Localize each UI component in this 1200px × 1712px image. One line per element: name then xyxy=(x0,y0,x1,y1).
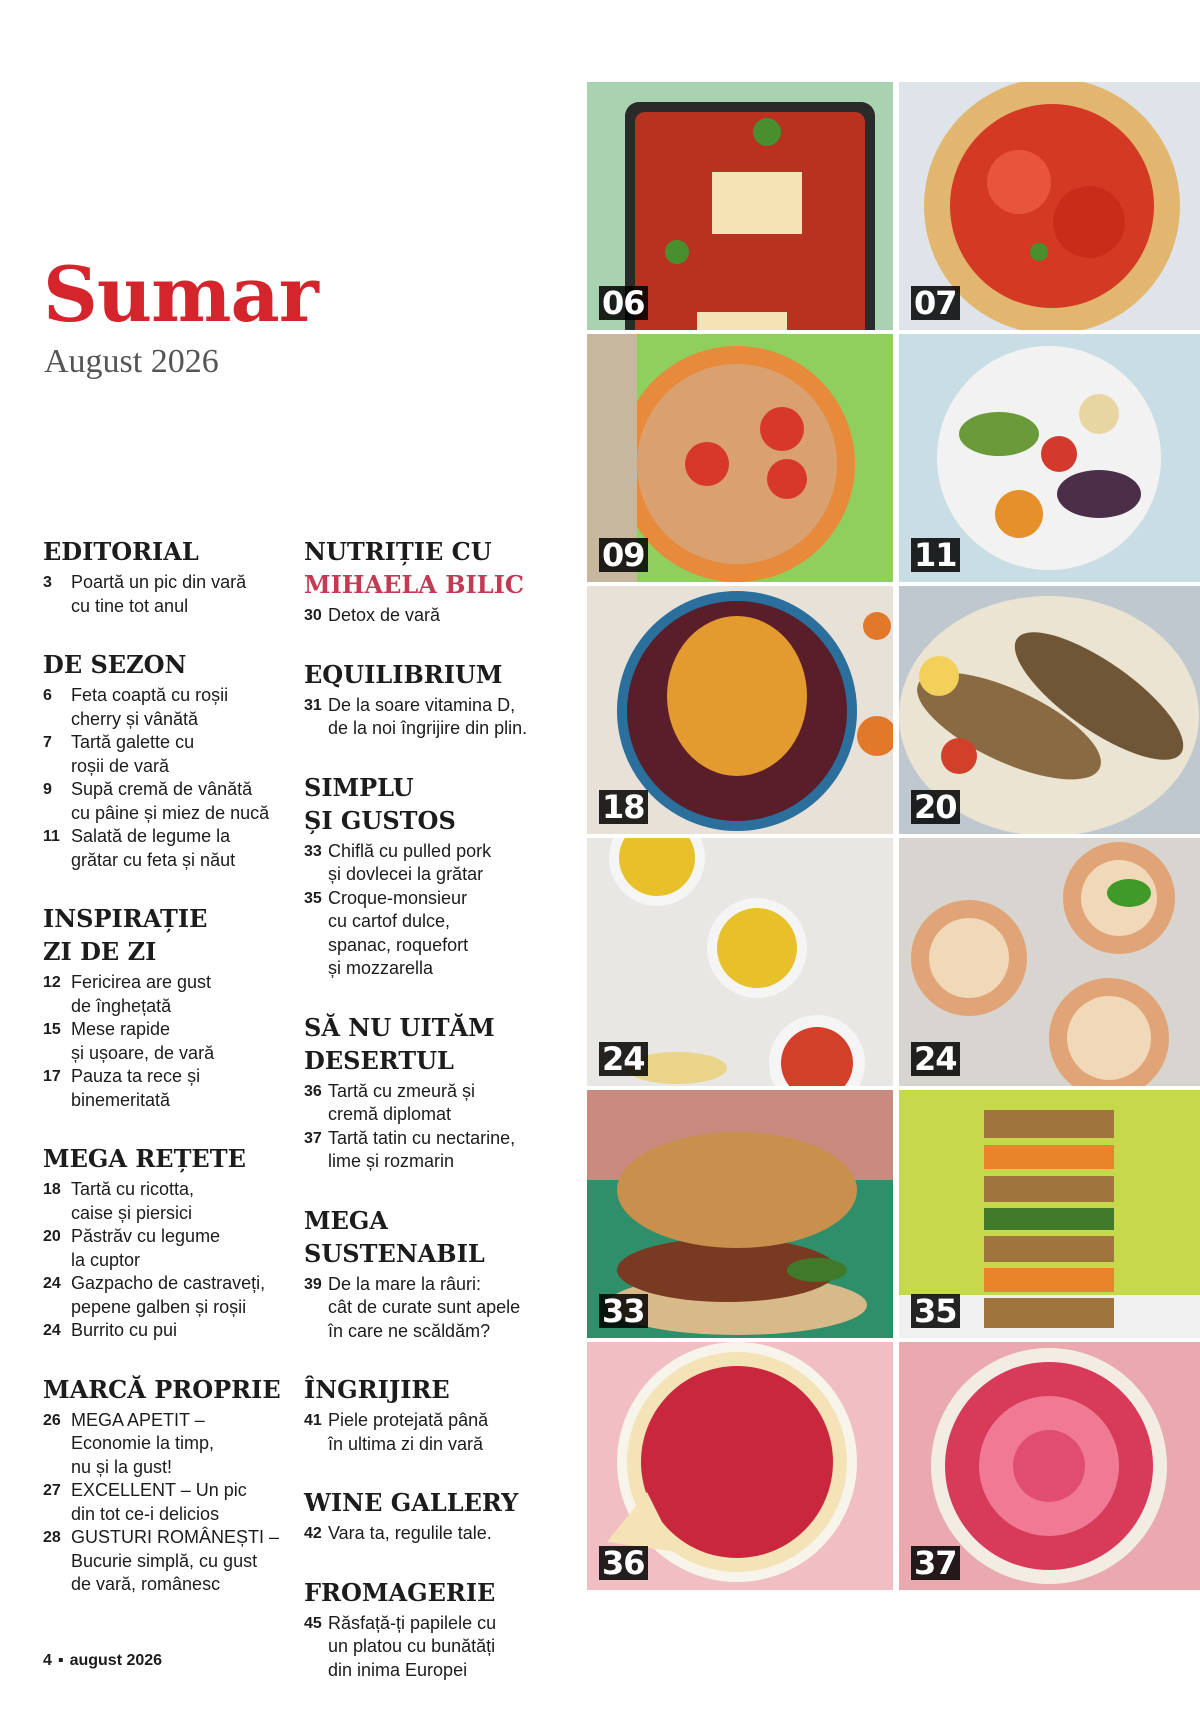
contents-entry xyxy=(43,1526,293,1597)
contents-entry xyxy=(43,1409,293,1480)
entry-title-line: Păstrăv cu legume xyxy=(71,1226,221,1246)
photo-tile-baked-trout xyxy=(899,586,1200,834)
section-title-line2: ȘI GUSTOS xyxy=(304,805,456,835)
entry-title xyxy=(71,1319,293,1343)
entry-title xyxy=(71,778,293,825)
contents-entry xyxy=(43,1178,293,1225)
section-title-text: SĂ NU UITĂM xyxy=(304,1012,495,1042)
photo-page-number: 11 xyxy=(911,538,960,572)
entry-title xyxy=(71,684,293,731)
contents-entry xyxy=(304,840,554,887)
photo-tile-croque-monsieur-stack xyxy=(899,1090,1200,1338)
photo-tile-nectarine-tatin xyxy=(899,1342,1200,1590)
photo-page-number: 06 xyxy=(599,286,648,320)
entry-title-line: EXCELLENT – Un pic xyxy=(71,1480,247,1500)
photo-tile-baked-feta-tray xyxy=(587,82,893,330)
section-title-text: FROMAGERIE xyxy=(304,1577,496,1607)
entry-title-line: Gazpacho de castraveți, xyxy=(71,1273,266,1293)
entry-page-number: 41 xyxy=(304,1412,322,1429)
section-title-text: ÎNGRIJIRE xyxy=(304,1375,450,1404)
section-title-text: NUTRIȚIE CU xyxy=(304,537,492,566)
entry-title-line: spanac, roquefort xyxy=(328,934,469,955)
entry-title-line: Burrito cu pui xyxy=(71,1320,178,1340)
contents-column-left xyxy=(43,535,293,1627)
entry-title xyxy=(328,694,554,741)
entry-page-number: 31 xyxy=(304,696,322,714)
section-title xyxy=(304,771,554,837)
section-title-text: MEGA xyxy=(304,1205,388,1235)
section-title-text: MARCĂ PROPRIE xyxy=(43,1374,281,1404)
entry-title-line: Tartă galette cu xyxy=(71,732,195,752)
entry-title xyxy=(328,1127,554,1174)
entry-title-line: cu cartof dulce, xyxy=(328,911,451,931)
entry-title xyxy=(71,1178,293,1225)
entry-title-line: cu tine tot anul xyxy=(71,595,189,616)
contents-section xyxy=(43,648,293,872)
entry-page-number: 3 xyxy=(43,574,52,591)
entry-title-line: Răsfață-ți papilele cu xyxy=(328,1612,497,1633)
entry-title-line: Croque-monsieur xyxy=(328,887,468,908)
footer-page-number: 4 xyxy=(43,1652,52,1669)
entry-title-line: din inima Europei xyxy=(328,1659,468,1680)
entry-title-line: de vară, românesc xyxy=(71,1574,221,1594)
contents-section xyxy=(43,1373,293,1597)
contents-entry xyxy=(43,1272,293,1319)
section-title xyxy=(43,648,293,681)
entry-title-line: cât de curate sunt apele xyxy=(328,1297,521,1317)
entry-page-number: 26 xyxy=(43,1411,61,1429)
photo-tile-pulled-pork-bun xyxy=(587,1090,893,1338)
entry-page-number: 28 xyxy=(43,1529,61,1546)
section-title xyxy=(43,1373,293,1406)
contents-entry xyxy=(43,825,293,872)
entry-page-number: 6 xyxy=(43,687,52,704)
entry-page-number: 15 xyxy=(43,1021,61,1038)
entry-title xyxy=(328,840,554,887)
entry-title xyxy=(328,1273,554,1344)
entry-title-line: un platou cu bunătăți xyxy=(328,1636,496,1656)
photo-page-number: 07 xyxy=(911,286,960,320)
contents-entry xyxy=(304,887,554,981)
contents-entry xyxy=(43,1225,293,1272)
entry-title-line: Tartă tatin cu nectarine, xyxy=(328,1127,516,1148)
photo-page-number: 37 xyxy=(911,1546,960,1580)
section-title-line2: DESERTUL xyxy=(304,1045,454,1075)
section-title-text: EQUILIBRIUM xyxy=(304,659,503,689)
entry-title-line: De la soare vitamina D, xyxy=(328,694,516,715)
section-title xyxy=(43,1142,293,1175)
contents-entry xyxy=(43,1319,293,1343)
entry-title-line: GUSTURI ROMÂNEȘTI – xyxy=(71,1527,280,1547)
entry-page-number: 17 xyxy=(43,1068,61,1085)
entry-page-number: 42 xyxy=(304,1525,322,1542)
section-title xyxy=(304,1204,554,1270)
entry-title xyxy=(71,825,293,872)
contents-section xyxy=(304,1486,554,1546)
page-footer xyxy=(43,1652,162,1670)
entry-title-line: Fericirea are gust xyxy=(71,972,212,992)
contents-entry xyxy=(304,1127,554,1174)
entry-title xyxy=(71,1018,293,1065)
section-title-text: SIMPLU xyxy=(304,772,414,802)
photo-grid xyxy=(587,82,1200,1630)
entry-title xyxy=(71,1065,293,1112)
entry-page-number: 7 xyxy=(43,734,52,751)
entry-page-number: 11 xyxy=(43,828,60,845)
section-title xyxy=(304,1576,554,1609)
contents-column-right xyxy=(304,535,554,1712)
photo-tile-grilled-veg-salad xyxy=(899,334,1200,582)
entry-title-line: Supă cremă de vânătă xyxy=(71,779,253,799)
section-title-line2: SUSTENABIL xyxy=(304,1238,485,1268)
contents-entry xyxy=(43,731,293,778)
contents-entry xyxy=(304,1612,554,1683)
contents-entry xyxy=(304,694,554,741)
footer-separator: ▪ xyxy=(57,1652,64,1669)
entry-title-line: roșii de vară xyxy=(71,755,170,776)
entry-title-line: MEGA APETIT – xyxy=(71,1409,205,1430)
entry-title-line: Chiflă cu pulled pork xyxy=(328,840,492,861)
contents-section xyxy=(304,1011,554,1174)
entry-page-number: 37 xyxy=(304,1129,322,1147)
contents-section xyxy=(304,771,554,981)
contents-entry xyxy=(43,1018,293,1065)
entry-page-number: 27 xyxy=(43,1482,61,1499)
photo-page-number: 33 xyxy=(599,1294,648,1328)
entry-page-number: 35 xyxy=(304,889,322,907)
entry-title xyxy=(71,1526,293,1597)
entry-title xyxy=(71,971,293,1018)
entry-title-line: grătar cu feta și năut xyxy=(71,849,236,870)
entry-page-number: 36 xyxy=(304,1082,322,1100)
photo-tile-gazpacho-bowls xyxy=(587,838,893,1086)
contents-entry xyxy=(304,1273,554,1344)
photo-page-number: 24 xyxy=(911,1042,960,1076)
contents-entry xyxy=(304,1080,554,1127)
entry-title-line: binemeritată xyxy=(71,1089,171,1110)
contents-entry xyxy=(43,971,293,1018)
photo-page-number: 18 xyxy=(599,790,648,824)
entry-title-line: și ușoare, de vară xyxy=(71,1042,215,1063)
entry-page-number: 24 xyxy=(43,1322,61,1339)
entry-title xyxy=(71,1225,293,1272)
entry-title-line: Pauza ta rece și xyxy=(71,1066,201,1086)
section-title-text: EDITORIAL xyxy=(43,537,199,566)
section-title-text: MEGA REȚETE xyxy=(43,1144,246,1173)
entry-page-number: 30 xyxy=(304,607,322,624)
entry-title-line: caise și piersici xyxy=(71,1202,193,1223)
entry-title-line: cremă diplomat xyxy=(328,1104,452,1124)
page-title: Sumar xyxy=(43,250,318,339)
contents-section xyxy=(304,535,554,628)
entry-title-line: lime și rozmarin xyxy=(328,1151,455,1171)
entry-page-number: 20 xyxy=(43,1228,61,1245)
section-title-accent: MIHAELA BILIC xyxy=(304,570,524,599)
entry-title-line: Bucurie simplă, cu gust xyxy=(71,1550,258,1571)
contents-section xyxy=(43,1142,293,1343)
entry-title-line: din tot ce-i delicios xyxy=(71,1503,220,1524)
section-title-text: INSPIRAȚIE xyxy=(43,904,208,933)
entry-page-number: 45 xyxy=(304,1614,322,1632)
entry-title-line: de înghețată xyxy=(71,995,172,1016)
contents-entry xyxy=(43,684,293,731)
section-title-text: WINE GALLERY xyxy=(304,1488,519,1517)
entry-title-line: în ultima zi din vară xyxy=(328,1433,484,1454)
entry-title xyxy=(328,1612,554,1683)
entry-title-line: cu pâine și miez de nucă xyxy=(71,802,270,823)
entry-title-line: Mese rapide xyxy=(71,1019,171,1039)
section-title xyxy=(304,1486,554,1519)
photo-tile-cream-soup-bowl xyxy=(587,334,893,582)
photo-page-number: 09 xyxy=(599,538,648,572)
section-title xyxy=(304,535,554,601)
contents-section xyxy=(304,1204,554,1344)
contents-entry xyxy=(43,571,293,618)
entry-page-number: 18 xyxy=(43,1181,61,1198)
photo-page-number: 35 xyxy=(911,1294,960,1328)
entry-page-number: 33 xyxy=(304,842,322,860)
entry-title-line: și dovlecei la grătar xyxy=(328,864,484,884)
entry-title-line: Detox de vară xyxy=(328,605,441,625)
entry-title-line: la cuptor xyxy=(71,1249,141,1270)
entry-title xyxy=(328,1522,554,1546)
contents-section xyxy=(43,535,293,618)
entry-title-line: în care ne scăldăm? xyxy=(328,1320,491,1341)
photo-tile-chicken-burrito xyxy=(899,838,1200,1086)
contents-entry xyxy=(43,778,293,825)
section-title xyxy=(304,658,554,691)
contents-entry xyxy=(43,1065,293,1112)
entry-title-line: cherry și vânătă xyxy=(71,708,199,729)
contents-section xyxy=(304,658,554,741)
photo-page-number: 36 xyxy=(599,1546,648,1580)
entry-title xyxy=(328,604,554,628)
entry-title xyxy=(71,1409,293,1480)
entry-title xyxy=(71,1479,293,1526)
contents-section xyxy=(304,1576,554,1683)
contents-entry xyxy=(304,1409,554,1456)
photo-page-number: 24 xyxy=(599,1042,648,1076)
entry-title-line: De la mare la râuri: xyxy=(328,1273,482,1294)
entry-page-number: 24 xyxy=(43,1275,61,1292)
entry-title xyxy=(71,571,293,618)
entry-page-number: 12 xyxy=(43,974,61,991)
contents-entry xyxy=(304,1522,554,1546)
entry-title xyxy=(328,1409,554,1456)
contents-section xyxy=(43,902,293,1112)
footer-month: august 2026 xyxy=(69,1652,163,1669)
entry-page-number: 9 xyxy=(43,781,52,798)
section-title-line2: ZI DE ZI xyxy=(43,937,157,966)
entry-title-line: Salată de legume la xyxy=(71,826,231,846)
entry-title-line: și mozzarella xyxy=(328,958,434,978)
entry-title-line: Tartă cu zmeură și xyxy=(328,1080,476,1101)
entry-title xyxy=(71,1272,293,1319)
section-title xyxy=(304,1011,554,1077)
section-title xyxy=(304,1373,554,1406)
issue-date: August 2026 xyxy=(44,343,219,380)
photo-tile-apricot-tart xyxy=(587,586,893,834)
entry-page-number: 39 xyxy=(304,1275,322,1293)
photo-page-number: 20 xyxy=(911,790,960,824)
contents-entry xyxy=(304,604,554,628)
photo-tile-raspberry-tart xyxy=(587,1342,893,1590)
entry-title-line: pepene galben și roșii xyxy=(71,1296,247,1317)
entry-title-line: Feta coaptă cu roșii xyxy=(71,685,229,705)
entry-title xyxy=(328,1080,554,1127)
entry-title xyxy=(328,887,554,981)
entry-title-line: Tartă cu ricotta, xyxy=(71,1179,195,1199)
entry-title-line: Poartă un pic din vară xyxy=(71,572,247,592)
photo-tile-tomato-galette xyxy=(899,82,1200,330)
entry-title-line: nu și la gust! xyxy=(71,1456,173,1477)
entry-title-line: Economie la timp, xyxy=(71,1433,215,1453)
section-title xyxy=(43,535,293,568)
contents-section xyxy=(304,1373,554,1456)
section-title-text: DE SEZON xyxy=(43,650,187,679)
contents-entry xyxy=(43,1479,293,1526)
entry-title xyxy=(71,731,293,778)
entry-title-line: Piele protejată până xyxy=(328,1410,489,1430)
entry-title-line: Vara ta, regulile tale. xyxy=(328,1523,492,1543)
entry-title-line: de la noi îngrijire din plin. xyxy=(328,718,528,738)
section-title xyxy=(43,902,293,968)
